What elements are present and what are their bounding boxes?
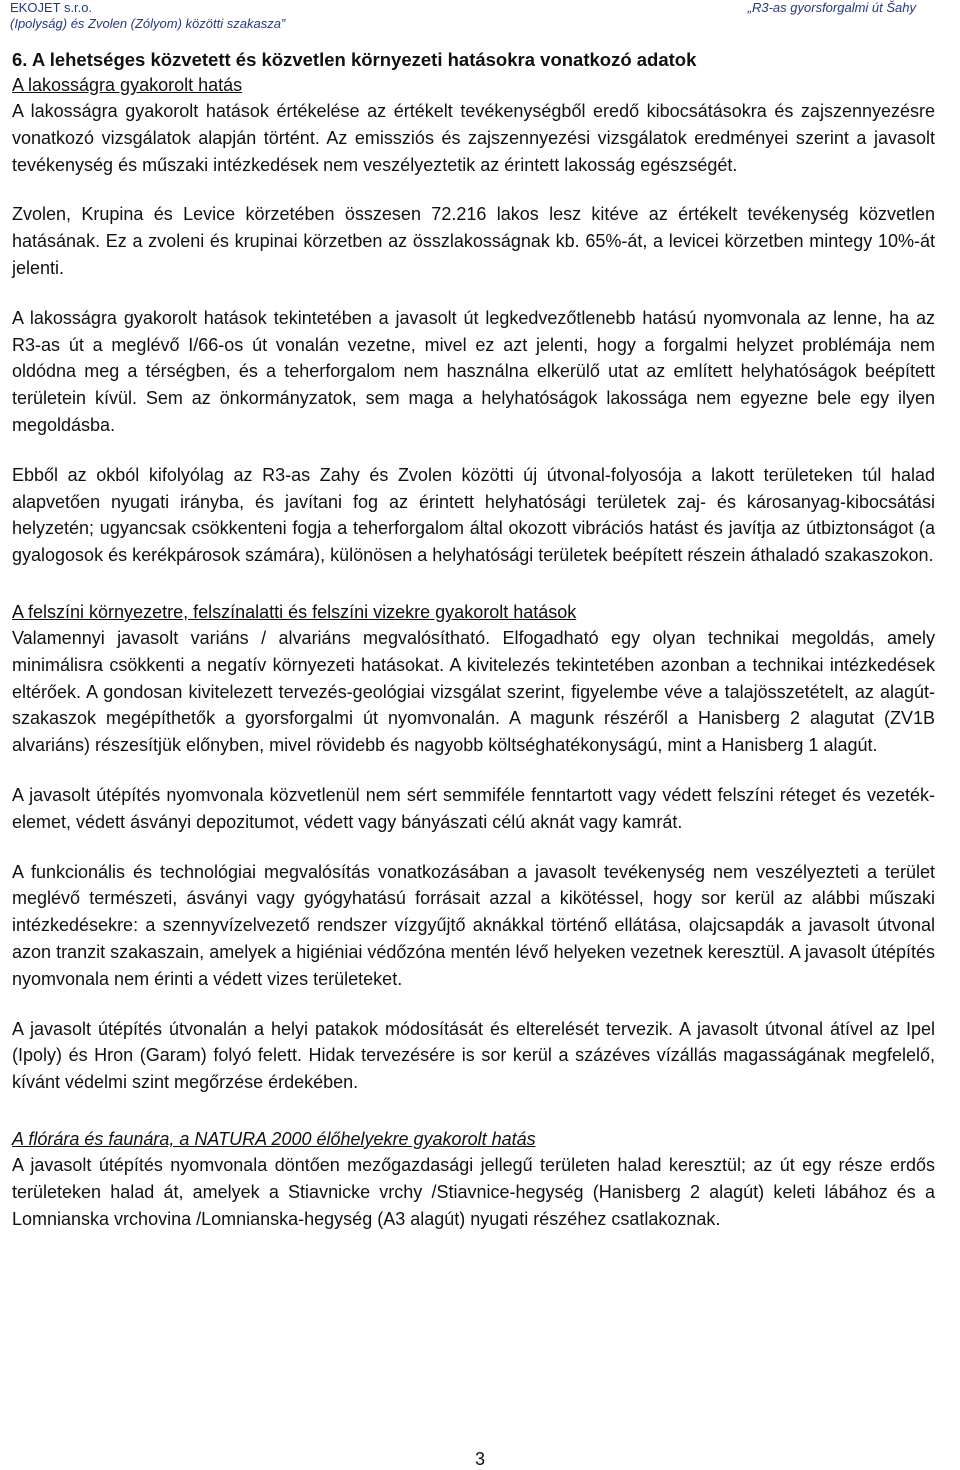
- header-right-title: „R3-as gyorsforgalmi út Šahy: [747, 0, 916, 15]
- population-paragraph-1: A lakosságra gyakorolt hatások értékelése az értékelt tevékenységből eredő kibocsátásokra és zajszennyezésre vonatkozó vizsgálatok alapján történt. Az emissziós és zajszennyezési vizsgálatok eredményei szerint a javasolt tevékenység és műszaki intézkedések nem veszélyeztetik az érintett lakosság egészségét.: [12, 101, 935, 175]
- section-title: 6. A lehetséges közvetett és közvetlen környezeti hatásokra vonatkozó adatok: [12, 49, 697, 70]
- population-paragraph-2: Zvolen, Krupina és Levice körzetében összesen 72.216 lakos lesz kitéve az értékelt tevékenység közvetlen hatásának. Ez a zvoleni és krupinai körzetben az összlakosságnak kb. 65%-át, a levicei körzetben mintegy 10%-át jelenti.: [12, 204, 935, 278]
- water-paragraph-3: A funkcionális és technológiai megvalósítás vonatkozásában a javasolt tevékenység nem veszélyezteti a terület meglévő természeti, ásványi vagy gyógyhatású forrásait azzal a kikötéssel, hogy sor kerül az alábbi műszaki intézkedésekre: a szennyvízelvezető rendszer vízgyűjtő aknákkal történő ellátása, olajcsapdák a javasolt útvonal azon tranzit szakaszain, amelyek a higiéniai védőzóna mentén lévő helyeken vezetnek keresztül. A javasolt útépítés nyomvonala nem érinti a védett vizes területeket.: [12, 861, 935, 989]
- document-body: [12, 48, 935, 1232]
- header-left: [10, 0, 285, 32]
- water-subhead: A felszíni környezetre, felszínalatti és felszíni vizekre gyakorolt hatások: [12, 601, 577, 622]
- water-paragraph-2: A javasolt útépítés nyomvonala közvetlenül nem sért semmiféle fenntartott vagy védett felszíni réteget és vezeték-elemet, védett ásványi depozitumot, védett vagy bányászati célú aknát vagy kamrát.: [12, 784, 935, 832]
- page-number: 3: [474, 1449, 485, 1469]
- water-paragraph-4: A javasolt útépítés útvonalán a helyi patakok módosítását és elterelését tervezik. A javasolt útvonal átível az Ipel (Ipoly) és Hron (Garam) folyó felett. Hidak tervezésére is sor kerül a százéves vízállás magasságának megfelelő, kívánt védelmi szint megőrzése érdekében.: [12, 1018, 935, 1093]
- page-header: [0, 0, 960, 36]
- flora-paragraph-1: A javasolt útépítés nyomvonala döntően mezőgazdasági jellegű területen halad keresztül; az út egy része erdős területeken halad át, amelyek a Stiavnicke vrchy /Stiavnice-hegység (Hanisberg 2 alagút) keleti lábához és a Lomnianska vrchovina /Lomnianska-hegység (A3 alagút) nyugati részéhez csatlakoznak.: [12, 1154, 935, 1229]
- population-paragraph-3: A lakosságra gyakorolt hatások tekintetében a javasolt út legkedvezőtlenebb hatású nyomvonala az lenne, ha az R3-as út a meglévő I/66-os út vonalán vezetne, mivel ez azt jelenti, hogy a forgalmi helyzet problémája nem oldódna meg a térségben, és a teherforgalom nem használna elkerülő utat az említett helyhatóságok beépített területein kívül. Sem az önkormányzatok, sem maga a helyhatóságok lakossága nem egyezne bele egy ilyen megoldásba.: [12, 307, 935, 435]
- water-paragraph-1: Valamennyi javasolt variáns / alvariáns megvalósítható. Elfogadható egy olyan technikai megoldás, amely minimálisra csökkenti a negatív környezeti hatásokat. A kivitelezés tekintetében azonban a technikai intézkedések eltérőek. A gondosan kivitelezett tervezés-geológiai vizsgálat szerint, figyelembe véve a talajösszetételt, az alagút-szakaszok megépíthetők a gyorsforgalmi út nyomvonalán. A magunk részéről a Hanisberg 2 alagutat (ZV1B alvariáns) részesítjük előnyben, mivel rövidebb és nagyobb költséghatékonyságú, mint a Hanisberg 1 alagút.: [12, 627, 935, 756]
- header-subtitle: (Ipolyság) és Zvolen (Zólyom) közötti szakasza”: [10, 16, 286, 31]
- header-company: EKOJET s.r.o.: [10, 0, 93, 15]
- flora-subhead: A flórára és faunára, a NATURA 2000 élőhelyekre gyakorolt hatás: [12, 1128, 536, 1149]
- population-subhead: A lakosságra gyakorolt hatás: [12, 75, 243, 95]
- population-paragraph-4: Ebből az okból kifolyólag az R3-as Zahy és Zvolen közötti új útvonal-folyosója a lakott területeken túl halad alapvetően nyugati irányba, és javítani fog az érintett helyhatósági területek zaj- és károsanyag-kibocsátási helyzetén; ugyancsak csökkenteni fogja a teherforgalom által okozott vibrációs hatást és javítja az útbiztonságot (a gyalogosok és kerékpárosok számára), különösen a helyhatósági területek beépített részein áthaladó szakaszokon.: [12, 464, 935, 566]
